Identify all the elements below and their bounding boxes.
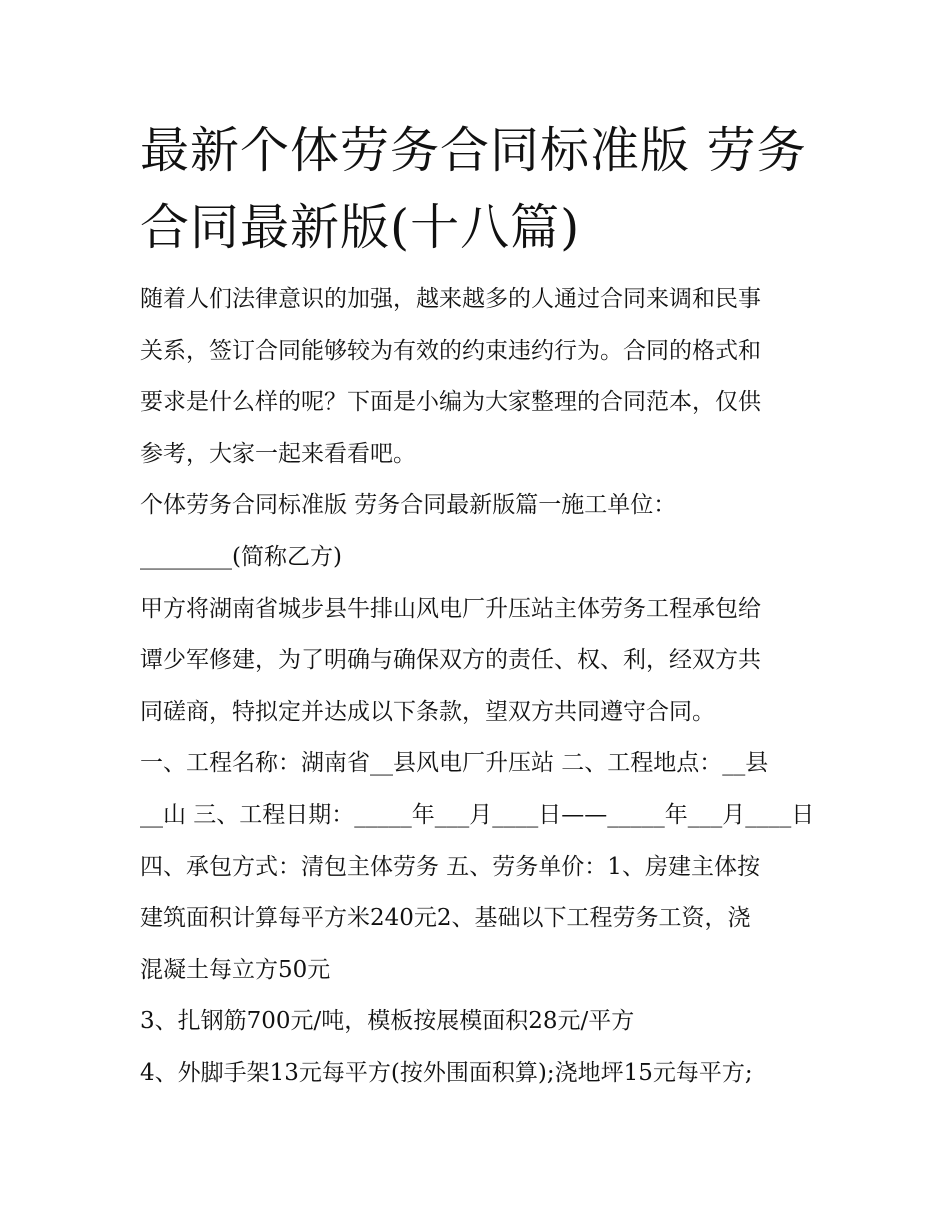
party-line: ________(简称乙方): [140, 543, 342, 570]
title-line: 合同最新版(十八篇): [140, 199, 581, 256]
title-line: 最新个体劳务合同标准版 劳务: [140, 122, 807, 179]
contract-line: 甲方将湖南省城步县牛排山风电厂升压站主体劳务工程承包给: [140, 595, 761, 622]
document-page: [140, 112, 820, 1100]
clause-line: 3、扎钢筋700元/吨，模板按展模面积28元/平方: [140, 1008, 635, 1035]
intro-line: 要求是什么样的呢？下面是小编为大家整理的合同范本，仅供: [140, 389, 761, 416]
clause-line: 混凝土每立方50元: [140, 956, 331, 983]
document-title: [140, 112, 820, 266]
clause-line: 4、外脚手架13元每平方(按外围面积算);浇地坪15元每平方;: [140, 1059, 753, 1086]
contract-line: 谭少军修建，为了明确与确保双方的责任、权、利，经双方共: [140, 647, 761, 674]
clause-line: __山 三、工程日期：_____年___月____日——_____年___月____日: [140, 801, 815, 828]
contract-line: 同磋商，特拟定并达成以下条款，望双方共同遵守合同。: [140, 698, 715, 725]
section-heading: 个体劳务合同标准版 劳务合同最新版篇一施工单位：: [140, 492, 677, 519]
clause-line: 一、工程名称：湖南省__县风电厂升压站 二、工程地点：__县: [140, 750, 769, 777]
intro-line: 随着人们法律意识的加强，越来越多的人通过合同来调和民事: [140, 286, 761, 312]
intro-line: 关系，签订合同能够较为有效的约束违约行为。合同的格式和: [140, 337, 761, 364]
intro-line: 参考，大家一起来看看吧。: [140, 440, 416, 467]
clause-line: 建筑面积计算每平方米240元2、基础以下工程劳务工资，浇: [140, 905, 751, 932]
document-body: [140, 274, 820, 1100]
clause-line: 四、承包方式：清包主体劳务 五、劳务单价：1、房建主体按: [140, 853, 760, 880]
